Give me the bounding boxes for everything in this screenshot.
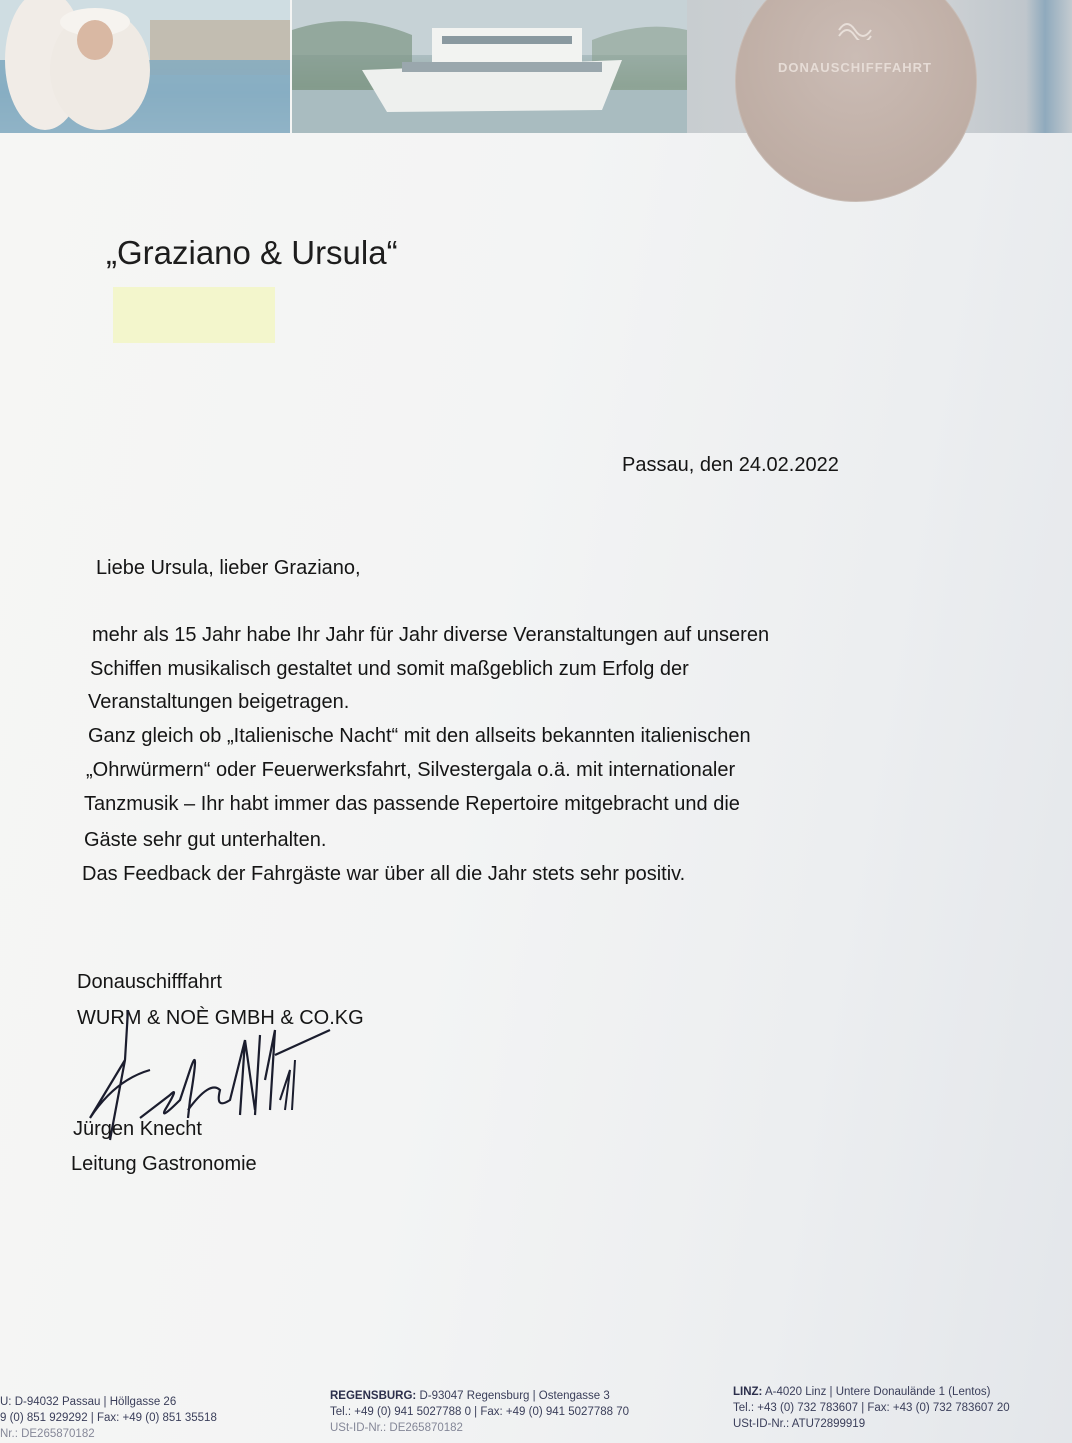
company-legal-name: WURM & NOÈ GMBH & CO.KG (77, 1007, 364, 1029)
footer-regensburg-phone: Tel.: +49 (0) 941 5027788 0 | Fax: +49 (0) 941 5027788 70 (330, 1406, 630, 1418)
signatory-name: Jürgen Knecht (73, 1118, 202, 1140)
company-logo-text: DONAUSCHIFFFAHRT (778, 60, 932, 75)
footer-regensburg-vat: USt-ID-Nr.: DE265870182 (330, 1422, 463, 1434)
signatory-title: Leitung Gastronomie (71, 1153, 257, 1175)
body-line: Tanzmusik – Ihr habt immer das passende Repertoire mitgebracht und die (84, 793, 740, 815)
footer-passau (0, 1394, 217, 1442)
body-line: Gäste sehr gut unterhalten. (84, 829, 327, 851)
footer-regensburg-address: D-93047 Regensburg | Ostengasse 3 (419, 1390, 610, 1402)
wave-logo-icon (835, 12, 875, 40)
letter-footer (0, 1384, 1072, 1443)
letter-date: Passau, den 24.02.2022 (622, 454, 839, 476)
company-name: Donauschifffahrt (77, 971, 222, 993)
body-line: Schiffen musikalisch gestaltet und somit maßgeblich zum Erfolg der (90, 658, 689, 680)
letterhead-banner (0, 0, 1072, 135)
footer-passau-phone: 9 (0) 851 929292 | Fax: +49 (0) 851 35518 (0, 1412, 217, 1424)
footer-passau-address: U: D-94032 Passau | Höllgasse 26 (0, 1396, 177, 1408)
body-line: mehr als 15 Jahr habe Ihr Jahr für Jahr diverse Veranstaltungen auf unseren (92, 624, 770, 646)
footer-linz (733, 1384, 1010, 1432)
ship-photo (292, 0, 687, 133)
footer-linz-phone: Tel.: +43 (0) 732 783607 | Fax: +43 (0) 732 783607 20 (733, 1402, 1010, 1414)
body-line: Veranstaltungen beigetragen. (88, 691, 350, 713)
footer-linz-address: A-4020 Linz | Untere Donaulände 1 (Lentos) (764, 1386, 991, 1398)
body-line: „Ohrwürmern“ oder Feuerwerksfahrt, Silvestergala o.ä. mit internationaler (86, 759, 736, 781)
body-line: Ganz gleich ob „Italienische Nacht“ mit den allseits bekannten italienischen (88, 725, 751, 747)
footer-passau-vat: Nr.: DE265870182 (0, 1428, 95, 1440)
couple-photo (0, 0, 290, 133)
redacted-address (113, 287, 275, 343)
footer-linz-label: LINZ: (733, 1386, 763, 1398)
handwritten-signature (70, 1000, 400, 1150)
recipient-name: „Graziano & Ursula“ (106, 234, 398, 271)
footer-regensburg-label: REGENSBURG: (330, 1390, 417, 1402)
salutation: Liebe Ursula, lieber Graziano, (96, 557, 361, 579)
footer-regensburg (330, 1388, 629, 1436)
body-line: Das Feedback der Fahrgäste war über all die Jahr stets sehr positiv. (82, 863, 686, 885)
footer-linz-vat: USt-ID-Nr.: ATU72899919 (733, 1418, 866, 1430)
